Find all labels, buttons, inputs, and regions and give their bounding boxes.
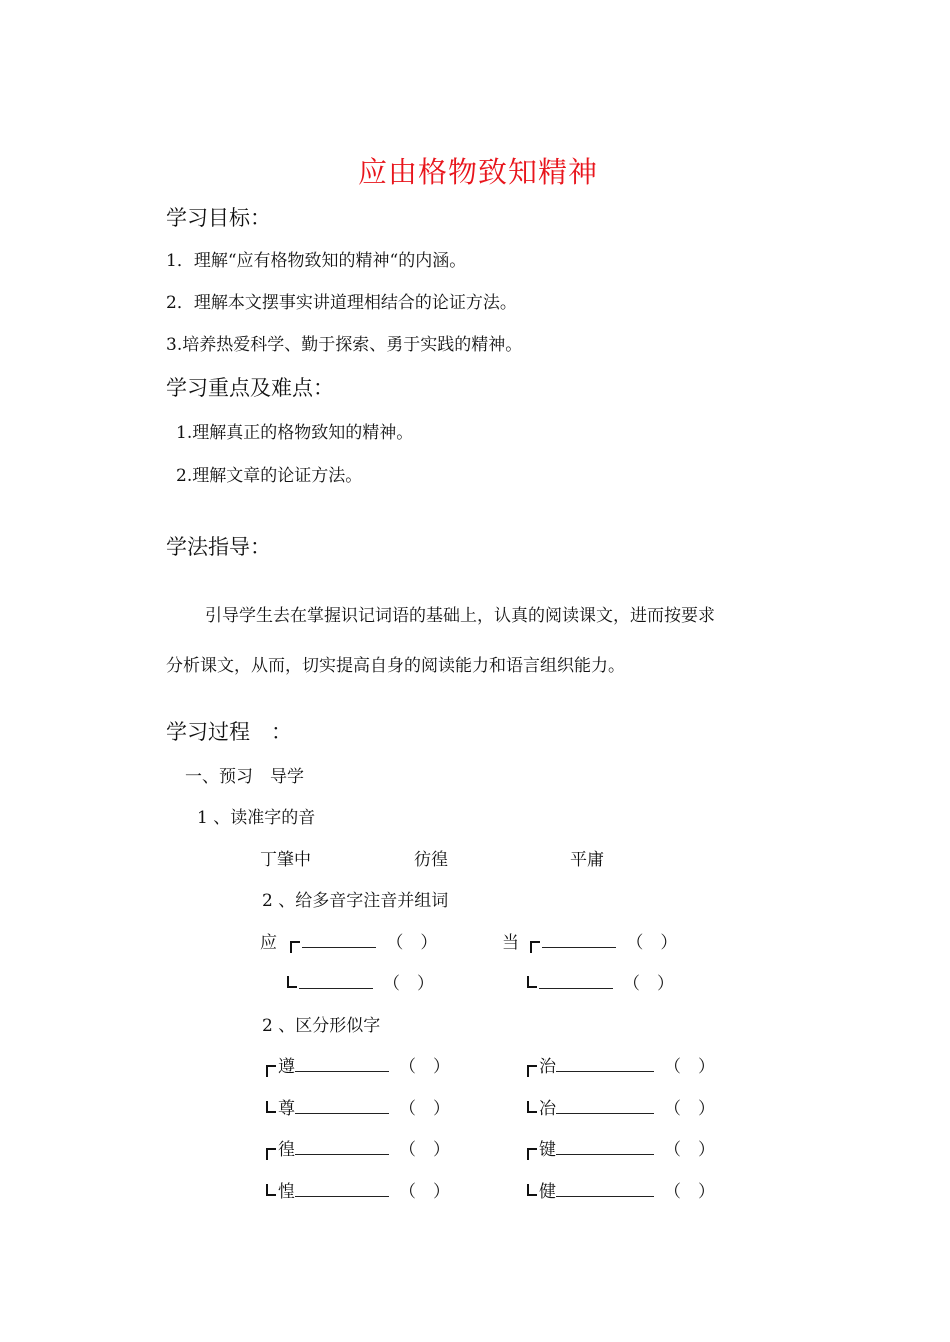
answer-blank[interactable] — [295, 1181, 389, 1197]
process-heading: 学习过程 ： — [166, 720, 292, 744]
similar-row-right-3 — [527, 1135, 715, 1160]
paren-blank[interactable]: （ ） — [399, 1140, 450, 1160]
paren-blank[interactable]: （ ） — [623, 974, 674, 994]
similar-char: 遵 — [278, 1057, 295, 1077]
similar-row-right-1 — [527, 1052, 715, 1077]
paren-blank[interactable]: （ ） — [399, 1057, 450, 1077]
subsection-similar-chars: 2 、区分形似字 — [262, 1016, 381, 1036]
paren-blank[interactable]: （ ） — [664, 1182, 715, 1202]
similar-row-left-2 — [266, 1094, 450, 1119]
objectives-heading: 学习目标： — [166, 206, 271, 230]
answer-blank[interactable] — [539, 973, 613, 989]
brace-bottom-icon — [266, 1184, 276, 1196]
similar-char: 治 — [539, 1057, 556, 1077]
objective-item-1: 1．理解“应有格物致知的精神“的内涵。 — [166, 251, 467, 271]
objective-item-2: 2．理解本文摆事实讲道理相结合的论证方法。 — [166, 293, 517, 313]
similar-row-left-4 — [266, 1177, 450, 1202]
brace-top-icon — [290, 941, 300, 953]
answer-blank[interactable] — [556, 1139, 654, 1155]
similar-char: 健 — [539, 1182, 556, 1202]
answer-blank[interactable] — [295, 1139, 389, 1155]
paren-blank[interactable]: （ ） — [399, 1099, 450, 1119]
similar-char: 徨 — [278, 1140, 295, 1160]
key-point-item-2: 2.理解文章的论证方法。 — [176, 466, 363, 486]
paren-blank[interactable]: （ ） — [664, 1140, 715, 1160]
paren-blank[interactable]: （ ） — [386, 933, 438, 953]
answer-blank[interactable] — [295, 1098, 389, 1114]
brace-top-icon — [527, 1065, 537, 1077]
method-paragraph-line-2: 分析课文，从而，切实提高自身的阅读能力和语言组织能力。 — [166, 656, 625, 676]
subsection-pronunciation: 1 、读准字的音 — [197, 808, 316, 828]
method-paragraph-line-1: 引导学生去在掌握识记词语的基础上，认真的阅读课文，进而按要求 — [205, 606, 715, 626]
paren-blank[interactable]: （ ） — [399, 1182, 450, 1202]
word-3: 平庸 — [570, 850, 604, 870]
paren-blank[interactable]: （ ） — [626, 933, 678, 953]
similar-char: 尊 — [278, 1099, 295, 1119]
brace-top-icon — [527, 1148, 537, 1160]
subsection-polyphones: 2 、给多音字注音并组词 — [262, 891, 449, 911]
brace-bottom-icon — [527, 1101, 537, 1113]
document-title: 应由格物致知精神 — [358, 155, 599, 189]
answer-blank[interactable] — [299, 973, 373, 989]
similar-row-left-1 — [266, 1052, 450, 1077]
brace-bottom-icon — [287, 976, 297, 988]
paren-blank[interactable]: （ ） — [383, 974, 434, 994]
similar-row-right-2 — [527, 1094, 715, 1119]
answer-blank[interactable] — [302, 932, 376, 948]
method-heading: 学法指导： — [166, 535, 271, 559]
similar-row-right-4 — [527, 1177, 715, 1202]
brace-bottom-icon — [527, 1184, 537, 1196]
word-1: 丁肇中 — [260, 850, 311, 870]
polyphone-row-3 — [502, 928, 677, 953]
section-preview-heading: 一、预习 导学 — [185, 767, 304, 787]
brace-bottom-icon — [527, 976, 537, 988]
key-points-heading: 学习重点及难点： — [166, 376, 334, 400]
polyphone-row-1 — [260, 928, 437, 953]
key-point-item-1: 1.理解真正的格物致知的精神。 — [176, 423, 414, 443]
polyphone-char: 应 — [260, 933, 277, 953]
similar-row-left-3 — [266, 1135, 450, 1160]
similar-char: 惶 — [278, 1182, 295, 1202]
brace-top-icon — [266, 1065, 276, 1077]
brace-top-icon — [266, 1148, 276, 1160]
polyphone-row-2 — [287, 969, 434, 994]
polyphone-char: 当 — [502, 933, 519, 953]
answer-blank[interactable] — [542, 932, 616, 948]
answer-blank[interactable] — [295, 1056, 389, 1072]
answer-blank[interactable] — [556, 1181, 654, 1197]
answer-blank[interactable] — [556, 1098, 654, 1114]
paren-blank[interactable]: （ ） — [664, 1057, 715, 1077]
objective-item-3: 3.培养热爱科学、勤于探索、勇于实践的精神。 — [166, 335, 523, 355]
brace-bottom-icon — [266, 1101, 276, 1113]
polyphone-row-4 — [527, 969, 674, 994]
paren-blank[interactable]: （ ） — [664, 1099, 715, 1119]
similar-char: 键 — [539, 1140, 556, 1160]
brace-top-icon — [530, 941, 540, 953]
answer-blank[interactable] — [556, 1056, 654, 1072]
similar-char: 冶 — [539, 1099, 556, 1119]
word-2: 彷徨 — [414, 850, 448, 870]
